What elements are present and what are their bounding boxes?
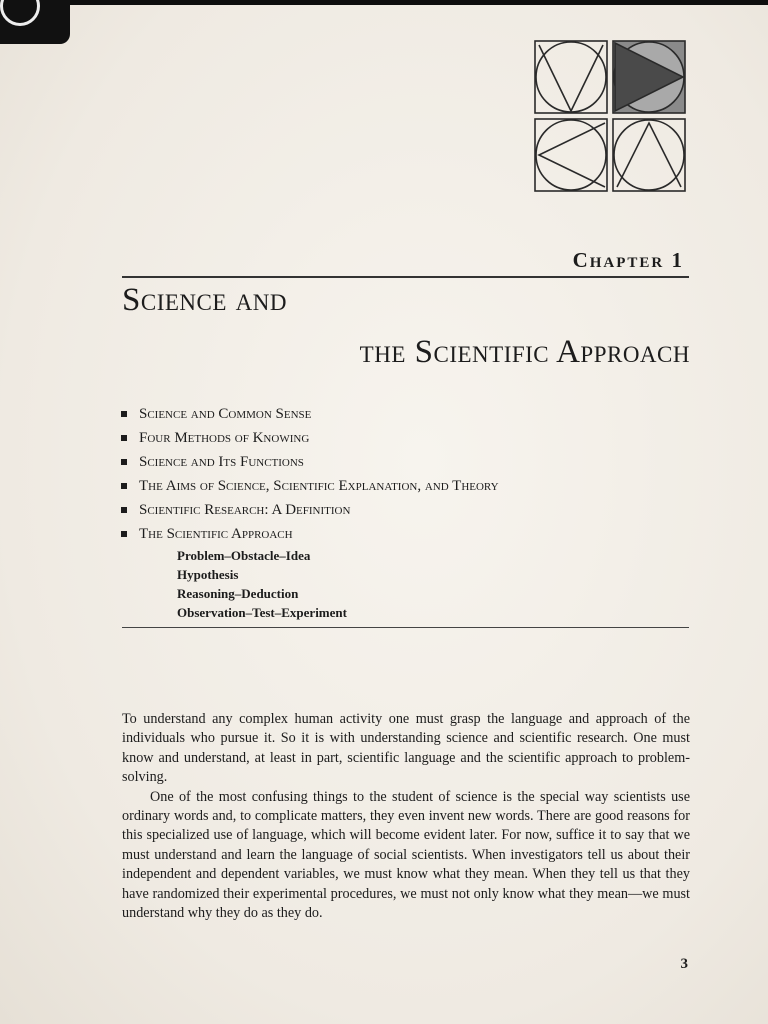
square-bullet-icon <box>121 411 127 417</box>
top-edge-bar <box>0 0 768 5</box>
chapter-outline <box>119 402 499 622</box>
outline-item-label: The Scientific Approach <box>139 526 293 542</box>
geometric-emblem-icon <box>533 39 689 195</box>
chapter-title-line-2: the Scientific Approach <box>359 334 690 370</box>
square-bullet-icon <box>121 483 127 489</box>
body-paragraph: One of the most confusing things to the student of science is the special way scientists use ordinary words and, to complicate matters, they even invent new words. There are good reasons for this specialized use of language, which will become evident later. For now, suffice it to say that we must understand and learn the language of social scientists. When investigators tell us about their independent and dependent variables, we must know what they mean. When they tell us that they have randomized their experimental procedures, we must not only know what they mean—we must understand why they do as they do. <box>122 788 690 922</box>
square-bullet-icon <box>121 531 127 537</box>
square-bullet-icon <box>121 507 127 513</box>
square-bullet-icon <box>121 435 127 441</box>
chapter-rule <box>122 276 689 278</box>
page-number: 3 <box>680 956 688 972</box>
viewer-corner-button[interactable] <box>0 0 70 44</box>
outline-item <box>119 426 499 450</box>
chapter-title-line-1: Science and <box>122 282 287 318</box>
outline-subitem: Observation–Test–Experiment <box>177 605 347 620</box>
outline-item-label: Science and Its Functions <box>139 454 304 470</box>
outline-sublist <box>139 546 499 622</box>
outline-item <box>119 402 499 426</box>
outline-item-label: The Aims of Science, Scientific Explanation, and Theory <box>139 478 499 494</box>
square-bullet-icon <box>121 459 127 465</box>
outline-item <box>119 522 499 622</box>
outline-item-label: Science and Common Sense <box>139 406 312 422</box>
outline-item-label: Four Methods of Knowing <box>139 430 310 446</box>
outline-divider <box>122 627 689 628</box>
outline-item <box>119 450 499 474</box>
outline-subitem: Hypothesis <box>177 567 239 582</box>
chapter-label: Chapter 1 <box>572 248 684 272</box>
outline-subitem: Problem–Obstacle–Idea <box>177 548 311 563</box>
outline-item <box>119 474 499 498</box>
body-text <box>122 710 690 923</box>
outline-subitem: Reasoning–Deduction <box>177 586 299 601</box>
body-paragraph: To understand any complex human activity one must grasp the language and approach of the individuals who pursue it. So it is with understanding science and scientific research. One must know and understand, at least in part, scientific language and the scientific approach to problem-solving. <box>122 711 690 786</box>
outline-item <box>119 498 499 522</box>
outline-item-label: Scientific Research: A Definition <box>139 502 351 518</box>
